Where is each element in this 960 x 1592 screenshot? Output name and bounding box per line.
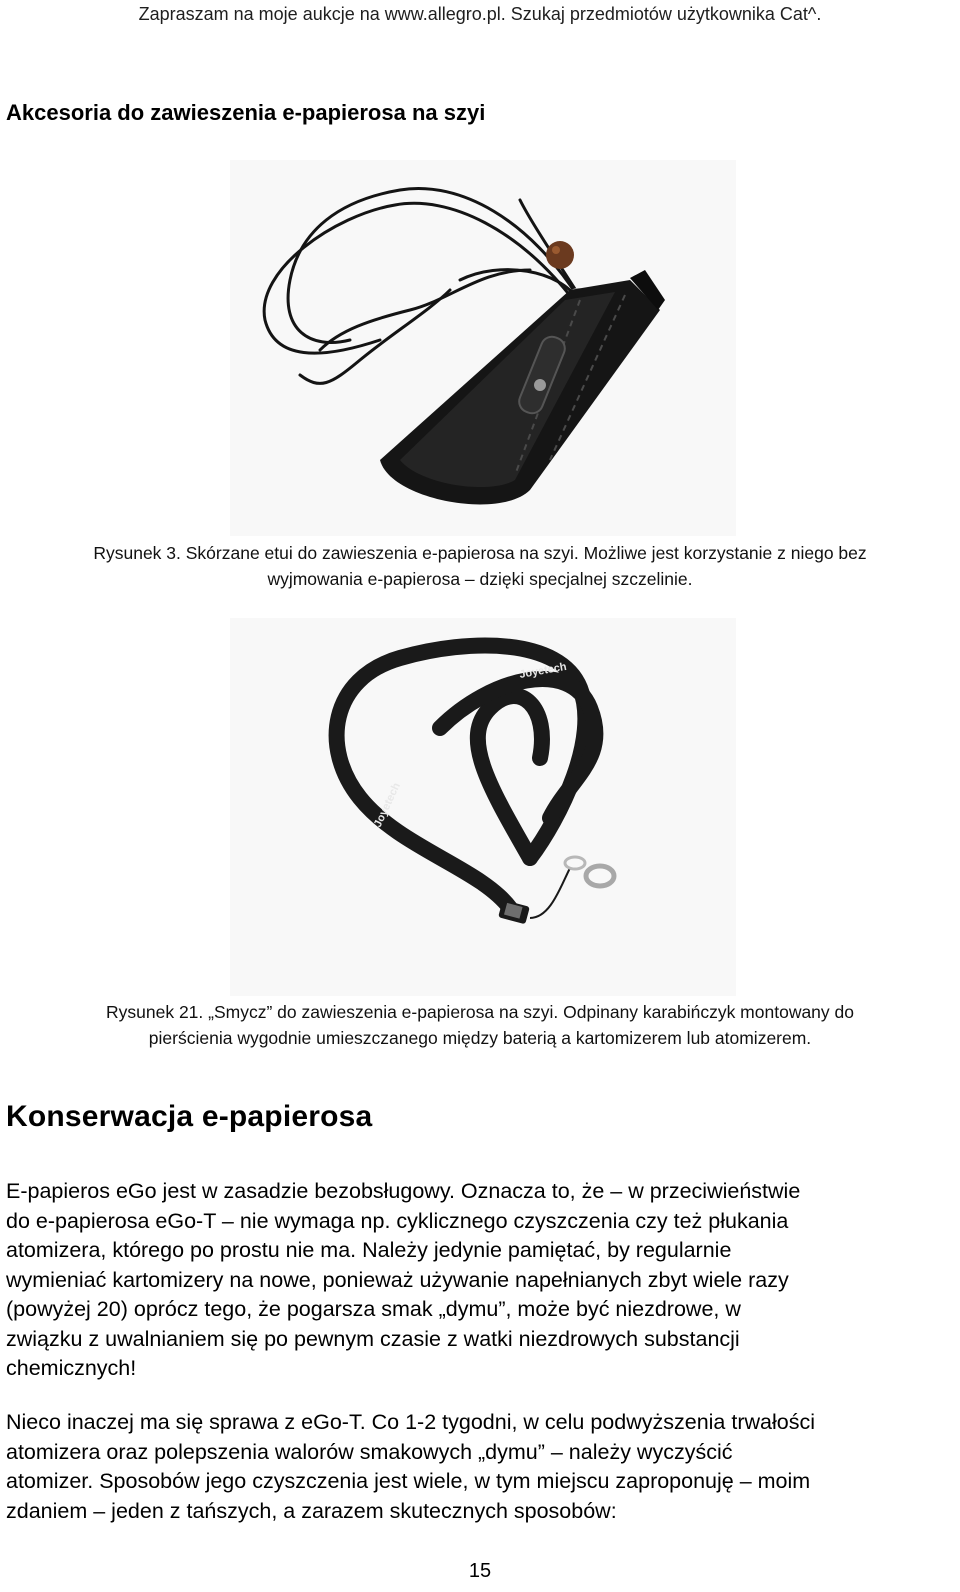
paragraph-line: atomizera oraz polepszenia walorów smakowych „dymu” – należy wyczyścić <box>6 1439 733 1464</box>
paragraph-line: E-papieros eGo jest w zasadzie bezobsługowy. Oznacza to, że – w przeciwieństwie <box>6 1179 801 1203</box>
section-heading: Akcesoria do zawieszenia e-papierosa na szyi <box>6 100 486 125</box>
paragraph-line: (powyżej 20) oprócz tego, że pogarsza smak „dymu”, może być niezdrowe, w <box>6 1297 741 1321</box>
wooden-bead-icon <box>546 241 574 269</box>
strap-print: Joyetech <box>371 780 403 830</box>
caption-line: Rysunek 3. Skórzane etui do zawieszenia e-papierosa na szyi. Możliwe jest korzystanie z niego bez <box>93 543 867 563</box>
page-header: Zapraszam na moje aukcje na www.allegro.pl. Szukaj przedmiotów użytkownika Cat^. <box>138 4 822 24</box>
leather-case-photo <box>230 160 736 536</box>
caption-line: Rysunek 21. „Smycz” do zawieszenia e-papierosa na szyi. Odpinany karabińczyk montowany do <box>106 1002 854 1022</box>
lanyard-illustration <box>230 618 736 996</box>
chapter-title: Konserwacja e-papierosa <box>6 1100 373 1133</box>
paragraph-line: zdaniem – jeden z tańszych, a zarazem skutecznych sposobów: <box>6 1498 617 1523</box>
leather-case-illustration <box>230 160 736 536</box>
caption-line: pierścienia wygodnie umieszczanego między baterią a kartomizerem lub atomizerem. <box>148 1028 812 1048</box>
figure-caption-2 <box>0 999 960 1051</box>
paragraph-line: Nieco inaczej ma się sprawa z eGo-T. Co 1-2 tygodni, w celu podwyższenia trwałości <box>6 1410 815 1434</box>
paragraph-line: wymieniać kartomizery na nowe, ponieważ używanie napełnianych zbyt wiele razy <box>6 1267 789 1292</box>
lanyard-photo <box>230 618 736 996</box>
paragraph-line: do e-papierosa eGo-T – nie wymaga np. cyklicznego czyszczenia czy też płukania <box>6 1208 789 1233</box>
button-window-icon <box>534 379 546 391</box>
caption-line: wyjmowania e-papierosa – dzięki specjalnej szczelinie. <box>267 569 693 589</box>
paragraph-line: atomizera, którego po prostu nie ma. Należy jedynie pamiętać, by regularnie <box>6 1238 732 1262</box>
paragraph-ego <box>6 1177 954 1384</box>
strap-print: Joyetech <box>518 660 568 681</box>
figure-caption-1 <box>0 540 960 592</box>
paragraph-line: atomizer. Sposobów jego czyszczenia jest wiele, w tym miejscu zaproponuję – moim <box>6 1469 811 1493</box>
page-number: 15 <box>468 1560 492 1582</box>
paragraph-line: chemicznych! <box>6 1356 137 1380</box>
paragraph-line: związku z uwalnianiem się po pewnym czasie z watki niezdrowych substancji <box>6 1326 740 1351</box>
paragraph-ego-t <box>6 1408 954 1526</box>
